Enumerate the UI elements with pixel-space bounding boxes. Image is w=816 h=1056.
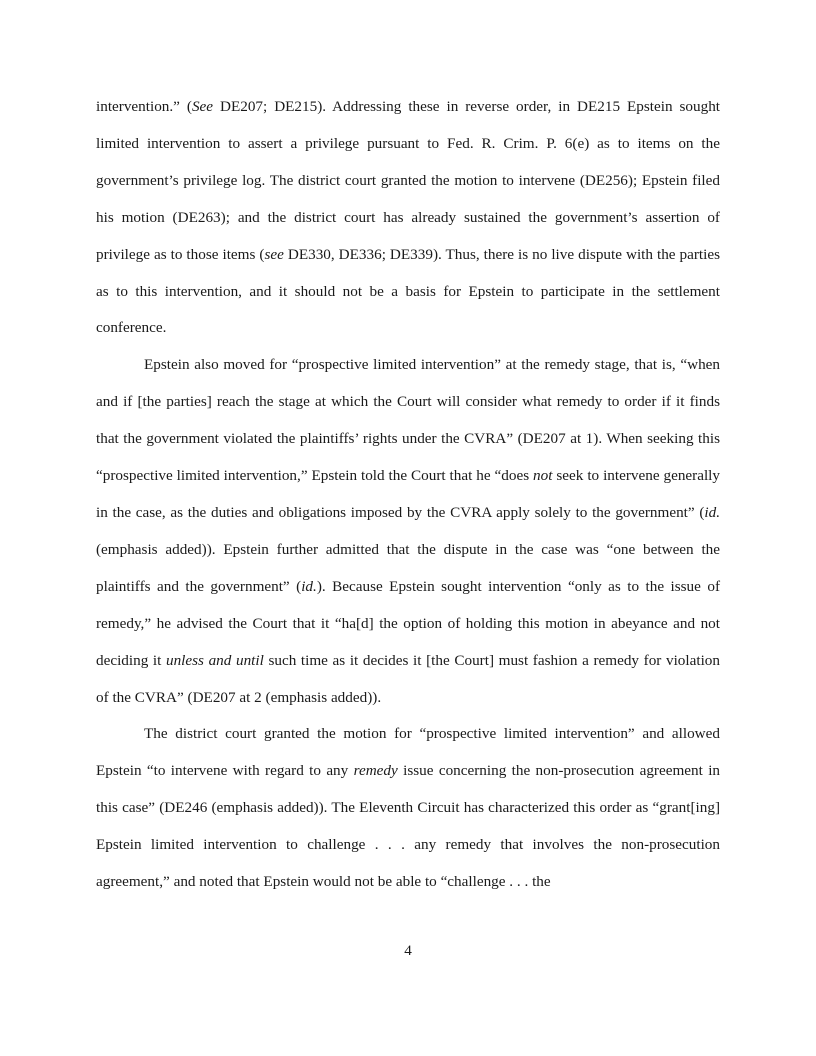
text-run: DE330, DE336; DE339). Thus, there is no live dispute with the parties as to this intervention, and it should not be a basis for Epstein to participate in the settlement conference. xyxy=(96,245,721,337)
body-paragraph-1 xyxy=(96,89,720,347)
body-paragraph-3 xyxy=(96,716,720,901)
text-run: Epstein also moved for “prospective limited intervention” at the remedy stage, that is, “when and if [the parties] reach the stage at which the Court will consider what remedy to order if it finds that the government violated the plaintiffs’ rights under the CVRA” (DE207 at 1). When seeking this “prospective limited intervention,” Epstein told the Court that he “does xyxy=(96,356,720,485)
text-run: intervention.” ( xyxy=(96,98,192,115)
text-run: seek to intervene generally in the case, as the duties and obligations imposed by the CVRA apply solely to the government” ( xyxy=(96,467,720,521)
text-run-italic: remedy xyxy=(353,762,398,780)
text-run: such time as it decides it [the Court] must fashion a remedy for violation of the CVRA” (DE207 at 2 (emphasis added)). xyxy=(96,651,720,706)
text-run-italic: See xyxy=(191,98,214,115)
text-run-italic: id. xyxy=(704,503,720,521)
text-run: DE207; DE215). Addressing these in reverse order, in DE215 Epstein sought limited intervention to assert a privilege pursuant to Fed. R. Crim. P. 6(e) as to items on the government’s privilege log. The district court granted the motion to intervene (DE256); Epstein filed his motion (DE263); and the district court has already sustained the government’s assertion of privilege as to those items ( xyxy=(96,98,721,263)
text-run: ). Because Epstein sought intervention “only as to the issue of remedy,” he advised the Court that it “ha[d] the option of holding this motion in abeyance and not deciding it xyxy=(96,577,720,669)
text-run-italic: not xyxy=(533,467,553,485)
text-run: (emphasis added)). Epstein further admitted that the dispute in the case was “one between the plaintiffs and the government” ( xyxy=(96,540,720,595)
text-run-italic: see xyxy=(264,245,284,263)
page-body xyxy=(96,89,720,901)
text-run: The district court granted the motion for “prospective limited intervention” and allowed Epstein “to intervene with regard to any xyxy=(96,725,720,780)
text-run-italic: unless and until xyxy=(165,651,264,669)
page-number: 4 xyxy=(404,942,412,959)
text-run: issue concerning the non-prosecution agreement in this case” (DE246 (emphasis added)). The Eleventh Circuit has characterized this order as “grant[ing] Epstein limited intervention to challenge . . . any remedy that involves the non-prosecution agreement,” and noted that Epstein would not be able to “challenge . . . the xyxy=(96,762,721,891)
body-paragraph-2 xyxy=(96,347,720,716)
text-run-italic: id. xyxy=(301,577,317,595)
